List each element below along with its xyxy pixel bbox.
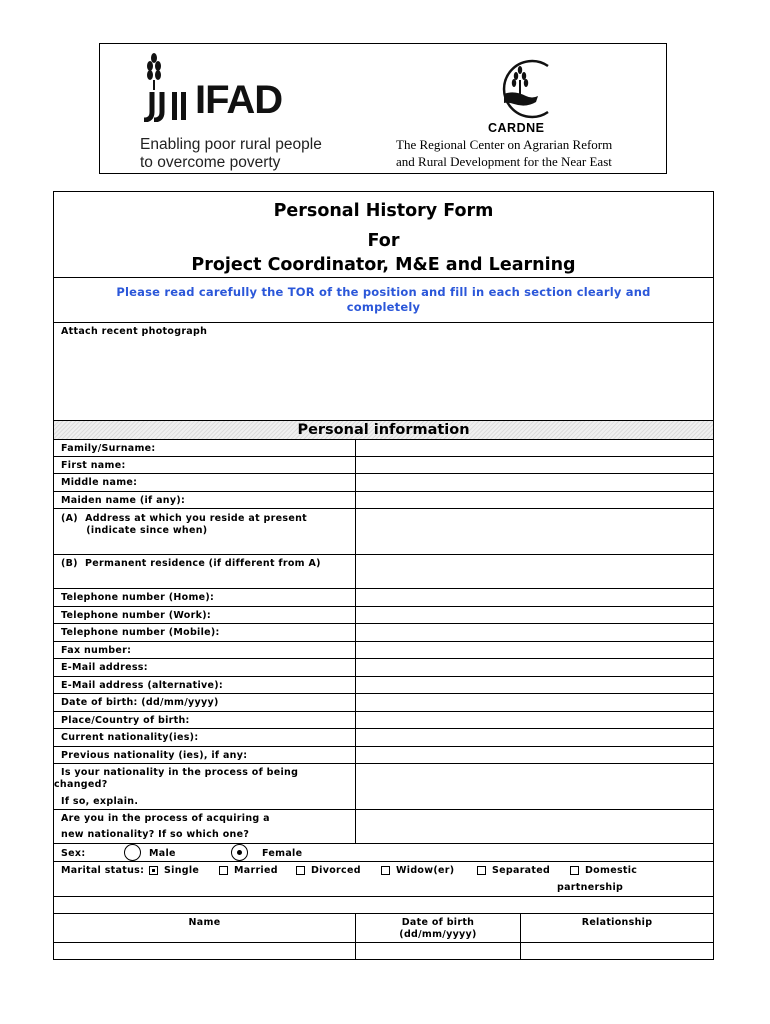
label-dob: Date of birth: (dd/mm/yyyy) <box>61 697 219 708</box>
label-tel-mobile: Telephone number (Mobile): <box>61 627 220 638</box>
section-title: Personal information <box>297 422 470 438</box>
ifad-tagline-line1: Enabling poor rural people <box>140 136 322 153</box>
divider <box>53 277 714 278</box>
logo-header <box>99 43 667 174</box>
sex-male-label: Male <box>149 848 176 859</box>
marital-divorced-label: Divorced <box>311 865 361 876</box>
label-surname: Family/Surname: <box>61 443 156 454</box>
divider <box>53 843 714 844</box>
divider <box>53 913 714 914</box>
divider <box>53 809 714 810</box>
divider <box>53 658 714 659</box>
label-nationality-process-line1: Is your nationality in the process of being <box>61 767 299 778</box>
ifad-tagline <box>140 136 322 172</box>
divider <box>53 896 714 897</box>
label-email-alt: E-Mail address (alternative): <box>61 680 223 691</box>
label-nationality-process <box>54 767 298 791</box>
family-col-dob-line2: (dd/mm/yyyy) <box>399 929 477 940</box>
first-name-input[interactable] <box>356 457 713 473</box>
marital-widow-checkbox[interactable] <box>381 866 390 875</box>
marital-domestic-label: Domestic <box>585 865 638 876</box>
divider <box>53 322 714 323</box>
label-address-a-line1: (A) Address at which you reside at present <box>61 513 307 524</box>
sex-female-radio[interactable] <box>231 844 248 861</box>
label-nationality-process-line2: changed? <box>54 779 108 790</box>
marital-single-checkbox[interactable] <box>149 866 158 875</box>
marital-married-checkbox[interactable] <box>219 866 228 875</box>
ifad-tagline-line2: to overcome poverty <box>140 154 281 171</box>
label-nationality: Current nationality(ies): <box>61 732 199 743</box>
label-prev-nationality: Previous nationality (ies), if any: <box>61 750 248 761</box>
label-middle-name: Middle name: <box>61 477 138 488</box>
family-col-relationship: Relationship <box>581 917 653 928</box>
sex-female-label: Female <box>262 848 303 859</box>
label-explain: If so, explain. <box>61 796 139 807</box>
photo-label: Attach recent photograph <box>61 326 208 337</box>
address-b-input[interactable] <box>356 555 713 588</box>
form-title-for: For <box>367 231 400 251</box>
divider <box>53 711 714 712</box>
family-col-dob <box>356 917 520 941</box>
label-acquiring-nationality <box>61 813 270 841</box>
divider <box>53 861 714 862</box>
label-tel-work: Telephone number (Work): <box>61 610 211 621</box>
cardne-description <box>396 136 664 170</box>
instructions: Please read carefully the TOR of the position and fill in each section clearly and completely <box>116 285 651 314</box>
label-marital-status: Marital status: <box>61 865 145 876</box>
maiden-name-input[interactable] <box>356 492 713 508</box>
label-first-name: First name: <box>61 460 126 471</box>
cardne-emblem-icon <box>486 58 566 120</box>
marital-separated-label: Separated <box>492 865 551 876</box>
label-birthplace: Place/Country of birth: <box>61 715 190 726</box>
label-fax: Fax number: <box>61 645 132 656</box>
label-tel-home: Telephone number (Home): <box>61 592 215 603</box>
form-position-title: Project Coordinator, M&E and Learning <box>191 255 576 275</box>
sex-male-radio[interactable] <box>124 844 141 861</box>
family-col-dob-line1: Date of birth <box>401 917 475 928</box>
divider <box>53 763 714 764</box>
label-acquiring-line1: Are you in the process of acquiring a <box>61 813 270 824</box>
label-address-b: (B) Permanent residence (if different from A) <box>61 558 321 569</box>
label-acquiring-line2: new nationality? If so which one? <box>61 829 250 840</box>
divider <box>53 693 714 694</box>
label-address-a-line2: (indicate since when) <box>61 525 208 536</box>
divider <box>53 588 714 589</box>
divider <box>53 641 714 642</box>
divider <box>53 606 714 607</box>
marital-married-label: Married <box>234 865 278 876</box>
surname-input[interactable] <box>356 440 713 456</box>
divider <box>53 728 714 729</box>
marital-widow-label: Widow(er) <box>396 865 455 876</box>
label-sex: Sex: <box>61 848 86 859</box>
photo-area[interactable] <box>54 340 713 419</box>
ifad-wordmark: IFAD <box>195 78 283 122</box>
ifad-wheat-emblem-icon <box>140 50 196 122</box>
marital-separated-checkbox[interactable] <box>477 866 486 875</box>
marital-domestic-label-line2: partnership <box>557 882 624 893</box>
form-title: Personal History Form <box>273 201 494 221</box>
marital-divorced-checkbox[interactable] <box>296 866 305 875</box>
cardne-desc-line1: The Regional Center on Agrarian Reform <box>396 137 613 152</box>
marital-single-label: Single <box>164 865 200 876</box>
divider <box>53 942 714 943</box>
cardne-desc-line2: and Rural Development for the Near East <box>396 154 612 169</box>
marital-domestic-checkbox[interactable] <box>570 866 579 875</box>
address-a-input[interactable] <box>356 509 713 554</box>
divider <box>53 676 714 677</box>
middle-name-input[interactable] <box>356 474 713 490</box>
divider <box>53 746 714 747</box>
label-address-a <box>61 513 307 537</box>
divider <box>53 623 714 624</box>
label-maiden-name: Maiden name (if any): <box>61 495 186 506</box>
label-email: E-Mail address: <box>61 662 148 673</box>
family-col-name: Name <box>188 917 221 928</box>
cardne-name: CARDNE <box>488 121 545 135</box>
